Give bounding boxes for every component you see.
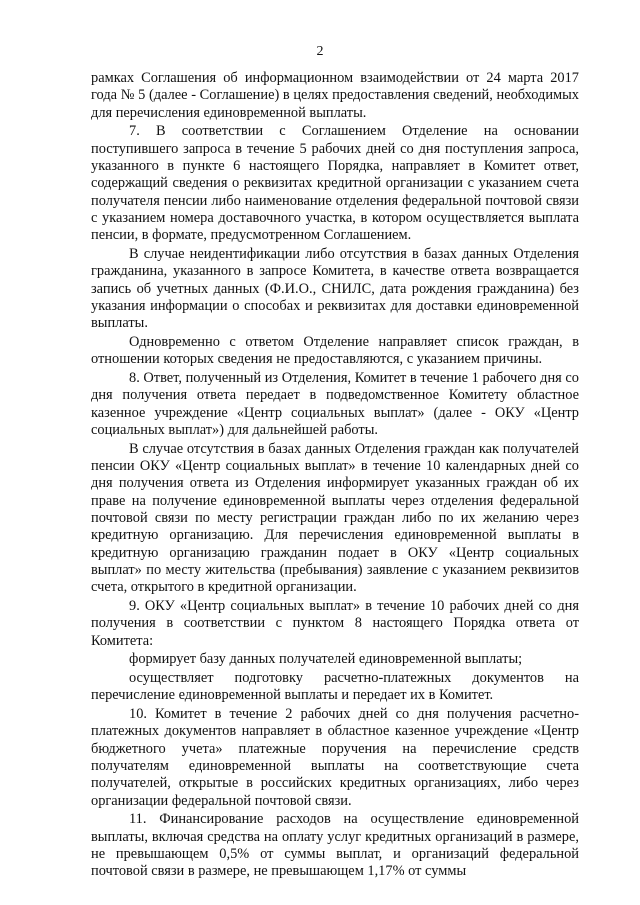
paragraph: 7. В соответствии с Соглашением Отделение на основании поступившего запроса в течение 5 рабочих дней со дня поступления запроса, указанного в пункте 6 настоящего Порядка, направляет в Комитет ответ, содержащий сведения о реквизитах кредитной организации с указанием счета получателя пенсии либо наименование отделения федеральной почтовой связи с указанием номера доставочного участка, в котором осуществляется выплата пенсии, в формате, предусмотренном Соглашением.: [91, 123, 579, 244]
page-number: 2: [316, 44, 324, 59]
paragraph: рамках Соглашения об информационном взаимодействии от 24 марта 2017 года № 5 (далее - Соглашение) в целях предоставления сведений, необходимых для перечисления единовременной выплаты.: [91, 70, 579, 121]
paragraph: В случае отсутствия в базах данных Отделения граждан как получателей пенсии ОКУ «Центр социальных выплат» в течение 10 календарных дней со дня получения ответа из Отделения информирует указанных граждан об их праве на получение единовременной выплаты через отделения федеральной почтовой связи по месту регистрации граждан либо по их желанию через кредитную организацию. Для перечисления единовременной выплаты в кредитную организацию гражданин подает в ОКУ «Центр социальных выплат» по месту жительства (пребывания) заявление с указанием реквизитов счета, открытого в кредитной организации.: [91, 440, 579, 596]
paragraph: 11. Финансирование расходов на осуществление единовременной выплаты, включая средства на оплату услуг кредитных организаций в размере, не превышающем 0,5% от суммы выплат, и организаций федеральной почтовой связи в размере, не превышающем 1,17% от суммы: [91, 811, 579, 880]
document-body: [91, 70, 579, 882]
paragraph: формирует базу данных получателей единовременной выплаты;: [129, 651, 523, 668]
paragraph: 8. Ответ, полученный из Отделения, Комитет в течение 1 рабочего дня со дня получения ответа передает в подведомственное Комитету областное казенное учреждение «Центр социальных выплат» (далее - ОКУ «Центр социальных выплат») для дальнейшей работы.: [91, 370, 579, 438]
paragraph: 9. ОКУ «Центр социальных выплат» в течение 10 рабочих дней со дня получения в соответствии с пунктом 8 настоящего Порядка ответа от Комитета:: [91, 597, 579, 649]
paragraph: осуществляет подготовку расчетно-платежных документов на перечисление единовременной выплаты и передает их в Комитет.: [91, 670, 579, 704]
paragraph: Одновременно с ответом Отделение направляет список граждан, в отношении которых сведения не предоставляются, с указанием причины.: [91, 333, 579, 368]
paragraph: В случае неидентификации либо отсутствия в базах данных Отделения гражданина, указанного в запросе Комитета, в качестве ответа возвращается запись об учетных данных (Ф.И.О., СНИЛС, дата рождения гражданина) без указания информации о способах и реквизитах для доставки единовременной выплаты.: [91, 245, 579, 332]
paragraph: 10. Комитет в течение 2 рабочих дней со дня получения расчетно-платежных документов направляет в областное казенное учреждение «Центр бюджетного учета» платежные поручения на перечисление средств получателям единовременной выплаты на соответствующие счета получателей, открытые в российских кредитных организациях, либо через организации федеральной почтовой связи.: [91, 706, 579, 809]
